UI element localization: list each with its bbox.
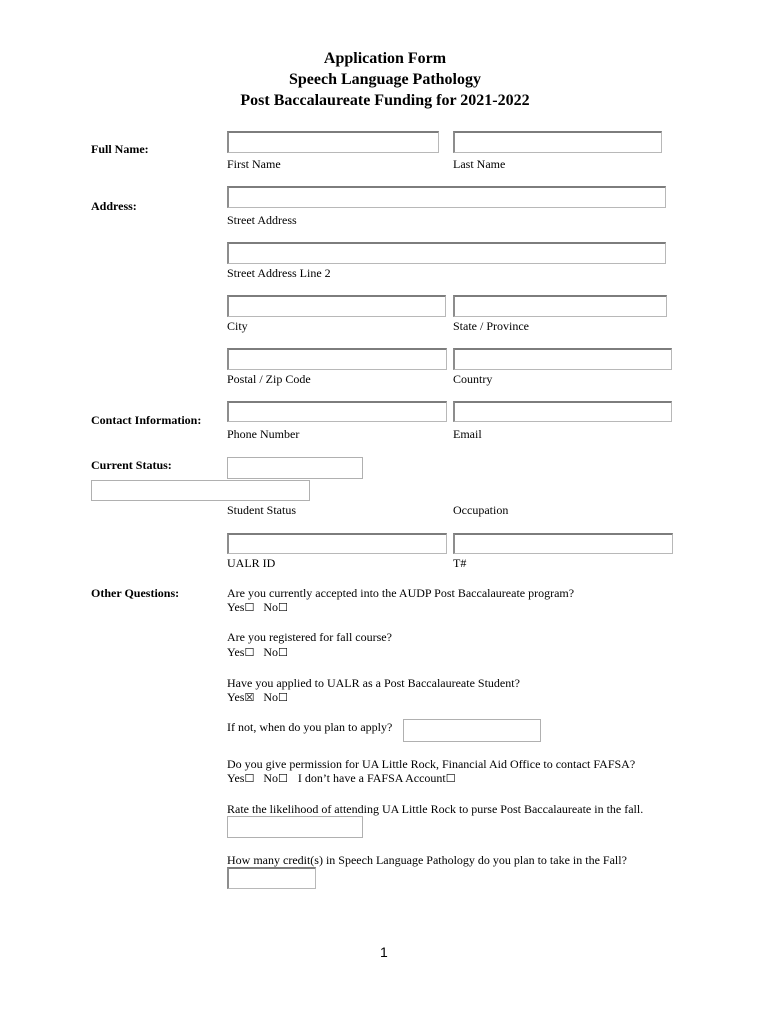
country-caption: Country — [453, 372, 493, 386]
no-checkbox[interactable]: ☐ — [278, 691, 288, 704]
question-applied-ualr: Have you applied to UALR as a Post Baccalaureate Student? — [227, 676, 520, 690]
question-applied-options — [227, 690, 288, 705]
yes-label: Yes — [227, 645, 245, 659]
question-registered-fall: Are you registered for fall course? — [227, 630, 392, 644]
country-input[interactable] — [453, 348, 672, 370]
occupation-caption: Occupation — [453, 503, 509, 517]
postal-code-input[interactable] — [227, 348, 447, 370]
no-fafsa-label: I don’t have a FAFSA Account — [297, 771, 446, 785]
city-caption: City — [227, 319, 248, 333]
question-registered-options — [227, 645, 288, 660]
occupation-input[interactable] — [91, 480, 310, 501]
ualr-id-caption: UALR ID — [227, 556, 276, 570]
first-name-input[interactable] — [227, 131, 439, 153]
t-number-caption: T# — [453, 556, 467, 570]
email-caption: Email — [453, 427, 482, 441]
last-name-input[interactable] — [453, 131, 662, 153]
student-status-input[interactable] — [227, 457, 363, 479]
yes-checkbox[interactable]: ☒ — [244, 691, 255, 704]
ualr-id-input[interactable] — [227, 533, 447, 554]
city-input[interactable] — [227, 295, 446, 317]
question-likelihood: Rate the likelihood of attending UA Little Rock to purse Post Baccalaureate in the fall. — [227, 802, 644, 816]
form-title: Application Form — [323, 50, 447, 67]
no-label: No — [263, 690, 279, 704]
question-accepted-options — [227, 600, 288, 615]
question-credits: How many credit(s) in Speech Language Pathology do you plan to take in the Fall? — [227, 853, 627, 867]
t-number-input[interactable] — [453, 533, 673, 554]
yes-label: Yes — [227, 771, 245, 785]
street-address-input[interactable] — [227, 186, 666, 208]
last-name-caption: Last Name — [453, 157, 506, 171]
question-fafsa-permission: Do you give permission for UA Little Rock, Financial Aid Office to contact FAFSA? — [227, 757, 636, 771]
no-checkbox[interactable]: ☐ — [278, 601, 288, 614]
no-label: No — [263, 600, 279, 614]
state-province-caption: State / Province — [453, 319, 529, 333]
street-address-line2-input[interactable] — [227, 242, 666, 264]
no-checkbox[interactable]: ☐ — [278, 646, 288, 659]
no-label: No — [263, 771, 279, 785]
yes-label: Yes — [227, 600, 245, 614]
first-name-caption: First Name — [227, 157, 281, 171]
question-fafsa-options — [227, 771, 456, 786]
postal-code-caption: Postal / Zip Code — [227, 372, 311, 386]
yes-label: Yes — [227, 690, 245, 704]
form-subtitle: Speech Language Pathology — [288, 71, 481, 88]
page-number: 1 — [380, 944, 388, 960]
yes-checkbox[interactable]: ☐ — [244, 772, 255, 785]
street-address-line2-caption: Street Address Line 2 — [227, 266, 331, 280]
other-questions-label: Other Questions: — [91, 586, 180, 600]
question-accepted-program: Are you currently accepted into the AUDP Post Baccalaureate program? — [227, 586, 575, 600]
phone-number-input[interactable] — [227, 401, 447, 422]
phone-number-caption: Phone Number — [227, 427, 300, 441]
yes-checkbox[interactable]: ☐ — [244, 601, 255, 614]
street-address-caption: Street Address — [227, 213, 297, 227]
current-status-label: Current Status: — [91, 458, 172, 472]
no-fafsa-checkbox[interactable]: ☐ — [445, 772, 456, 785]
plan-to-apply-input[interactable] — [403, 719, 541, 742]
address-label: Address: — [91, 199, 137, 213]
yes-checkbox[interactable]: ☐ — [244, 646, 255, 659]
student-status-caption: Student Status — [227, 503, 297, 517]
no-label: No — [263, 645, 279, 659]
credits-input[interactable] — [227, 867, 316, 889]
form-funding-year: Post Baccalaureate Funding for 2021-2022 — [240, 92, 530, 109]
question-plan-to-apply: If not, when do you plan to apply? — [227, 720, 393, 734]
no-checkbox[interactable]: ☐ — [278, 772, 288, 785]
contact-information-label: Contact Information: — [91, 413, 202, 427]
email-input[interactable] — [453, 401, 672, 422]
state-province-input[interactable] — [453, 295, 667, 317]
likelihood-input[interactable] — [227, 816, 363, 838]
full-name-label: Full Name: — [91, 142, 149, 156]
